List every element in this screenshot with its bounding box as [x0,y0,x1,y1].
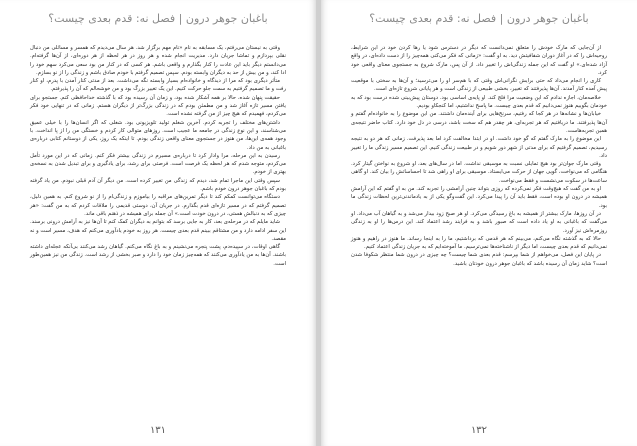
page-number: ۱۳۲ [470,425,488,436]
page-body-text [30,44,286,404]
paragraph: حالا که به گذشته نگاه می‌کنم، می‌بینم که هر قدمی که برداشتیم، ما را به اینجا رساند. ما هنوز در راهیم و هنوز نمی‌دانیم که قدم بعدی چیست، اما دیگر از ناشناخته‌ها نمی‌ترسیم. ما آموخته‌ایم که به جریان زندگی اعتماد کنیم. [351,235,607,251]
paragraph: در پایان این فصل، می‌خواهم از شما بپرسم: قدم بعدی شما چیست؟ چه چیزی در درون شما منتظر شکوفا شدن است؟ شاید زمان آن رسیده باشد که باغبان جوهر درون خودتان باشید. [351,252,607,267]
paragraph: کاری را انجام می‌داد که حتی برایش نگرانی‌اش وقتی که با هم‌سر او را می‌ترسید؛ و آن‌ها به سختی با موقعیت پیش آمده کنار آمدند. آن‌ها پذیرفتند که تغییر، بخشی طبیعی از زندگی است و هر پایانی شروع تازه‌ای است. [351,78,607,93]
page-body-text [351,44,607,404]
right-page [321,0,637,446]
paragraph: خلاصه‌مان، اجازه ندادم که این وضعیت مرا فلج کند. او پایه‌ی اساسی بود. دوستان پیش‌بینی شده درست بود که به خودمان بگوییم هنوز نمی‌دانیم که قدم بعدی چیست. ما پاسخ نداشتیم، اما کنجکاو بودیم. [351,94,607,110]
paragraph: گاهی اوقات، در سپیده‌دم، پشت پنجره می‌نشینم و به باغ نگاه می‌کنم. گیاهان رشد می‌کنند بی‌آنکه عجله‌ای داشته باشند. آن‌ها به من یادآوری می‌کنند که همه‌چیز زمان خود را دارد و صبر بخشی از رشد است. زندگی من نیز همین‌طور است. [30,244,286,267]
paragraph: وقتی به نیستان می‌رفتم، یک مسابقه به نام «نام مهم برگزار شد. هر سال می‌دیدم که همسر و مسائلی من دنبال نقلی بپردازم و تماشا جریان دارد. مدیریت انجام شده و هر روز در هر لحظه از هر دوره‌ای، از آن‌ها گرفته‌ام. می‌دانستم دیگر باید این عادت را کنار بگذارم و واقعی باشم. هر کسی که در کنار من بود سعی می‌کرد سهم خود را ادا کند، و من بیش از حد به دیگران وابسته بودم. سپس تصمیم گرفتم با خودم صادق باشم و زندگی را از نو بسازم. [30,45,286,76]
paragraph: در آن روزها، مارک بیشتر از همیشه به باغ رسیدگی می‌کرد. او هر صبح زود بیدار می‌شد و به گیاهان آب می‌داد. او می‌گفت که باغبانی به او یاد داده است که صبور باشد و به فرایند رشد اعتماد کند. این درس‌ها را او به زندگی روزمره‌اش نیز آورد. [351,210,607,234]
running-header: باغبان جوهر درون | فصل نه: قدم بعدی چیست؟ [369,12,589,25]
paragraph: متأثر دیگری بود که مرا از دیدگاه و خانواده‌ام بسیار وابسته نگه می‌داشت. بعد از مدتی کنار آمدن با پدرم، او کنار رفت و ما تصمیم گرفتیم به سمت جلو حرکت کنیم. این یک تغییر بزرگ بود و من خوشحالم که آن را پذیرفتم. [30,78,286,93]
left-page [0,0,316,446]
paragraph: سپس وقتی این ماجرا تمام شد، دیدم که زندگی من تغییر کرده است. من دیگر آن آدم قبلی نبودم. من یاد گرفته بودم که باغبان جوهر درون خودم باشم. [30,177,286,193]
page-number: ۱۳۱ [149,425,167,436]
paragraph: وقتی مارک جوان‌تر بود هیچ تمایلی نسبت به موسیقی نداشت. اما در سال‌های بعد، او شروع به نواختن گیتار کرد. هنگامی که می‌نواخت، گویی جهان از حرکت می‌ایستاد. موسیقی برای او راهی شد تا احساساتش را بیان کند. او گاهی ساعت‌ها در سکوت می‌نشست و فقط می‌نواخت. [351,161,607,184]
paragraph: حقیقت پنهان شده، حالا بر همه آشکار شده بود، و زمان آن رسیده بود که با گذشته خداحافظی کنم. جستجو برای یافتن مسیر تازه آغاز شد و من مطمئن بودم که در زندگی بزرگ‌تر از دیگران هستم. زمانی که در تنهایی خود فکر می‌کردم، فهمیدم که هیچ چیز از من گرفته نشده است. [30,94,286,118]
paragraph: خیابان‌ها و نشانه‌ها در هر کجا که رفتیم، سرنخ‌هایی برای آینده‌مان داشتند. من این موضوع را به خانواده‌ام گفتم و آن‌ها پذیرفتند. ما دریافتیم که هر تجربه‌ای، هر چقدر هم که سخت باشد، درسی در دل خود دارد. کتاب حاضر نتیجه‌ی همین تجربه‌هاست. [351,111,607,134]
paragraph: این موضوع را به مارک گفتم که گو خود داشت. او در ابتدا مخالفت کرد اما بعد پذیرفت. زمانی که هر دو به نتیجه رسیدیم، تصمیم گرفتیم که برای مدتی از شهر دور شویم و در طبیعت زندگی کنیم. این تصمیم مسیر زندگی ما را تغییر داد. [351,136,607,159]
paragraph: از آن‌جایی که مارک خودش را متعلق نمی‌دانست که دیگر در دسترس شود یا رها کردن خود در این شرایط، روحیه‌اش را که در آغاز دوران شفافیتش دید. به او گفت: «زمانی که فکر می‌کنی همه‌چیز را از دست داده‌ای، در واقع آزاد شده‌ای.» او گفت که این جمله زندگی‌اش را تغییر داد. از آن پس، مارک شروع به جستجوی معنای واقعی خود کرد. [351,45,607,76]
paragraph: او به من گفت که هیچ‌وقت فکر نمی‌کرده که روزی بتواند چنین آرامشی را تجربه کند. من به او گفتم که این آرامش همیشه در درون او بوده است، فقط باید آن را پیدا می‌کرد. این گفت‌وگو یکی از به یادماندنی‌ترین لحظات زندگی ما بود. [351,186,607,209]
paragraph: شاید مایلم که در مرحله‌ی بعد، کار به جایی برسد که بتوانم به دیگران کمک کنم تا آن‌ها نیز به آرامش درونی برسند. این سفر ادامه دارد و من مشتاقم ببینم قدم بعدی چیست. هر روز به خودم یادآوری می‌کنم که هدف، مسیر است و نه مقصد. [29,219,286,242]
paragraph: داشتن‌های مختلف را تجربه کردم. آخرین شغلم تولید تلویزیونی بود. شغلی که اگر انسان‌ها را با خیلی عمیق می‌شناسند، و این نوع زندگی در جامعه ما عجیب است. روزهای متوالی کار کردم و خستگی من را از پا انداخت. با وجود همه‌ی این‌ها، من هنوز در جستجوی معنای واقعی زندگی بودم. تا اینکه یک روز، یکی از دوستانم کتابی درباره‌ی باغبانی به من داد. [30,119,286,151]
paragraph: دستگاه می‌توانست کمکم کند تا دیگر تمرین‌های مراقبه را بیاموزم و زندگی‌ام را از نو شروع کنم. به همین دلیل، تصمیم گرفتم که در مسیر تازه‌ای قدم بگذارم. در جریان آن، دوستی قدیمی را ملاقات کردم که به من گفت: «هر چیزی که به دنبالش هستی، در درون خودت است.» آن جمله برای همیشه در ذهنم باقی ماند. [30,194,286,217]
paragraph: رسیدن به این مرحله، مرا وادار کرد تا درباره‌ی مسیرم در زندگی بیشتر فکر کنم. زمانی که در این مورد تأمل می‌کردم، متوجه شدم که هر لحظه یک فرصت است. فرصتی برای رشد، برای یادگیری و برای تبدیل شدن به نسخه‌ی بهتری از خودم. [30,152,286,176]
running-header: باغبان جوهر درون | فصل نه: قدم بعدی چیست؟ [48,12,268,25]
